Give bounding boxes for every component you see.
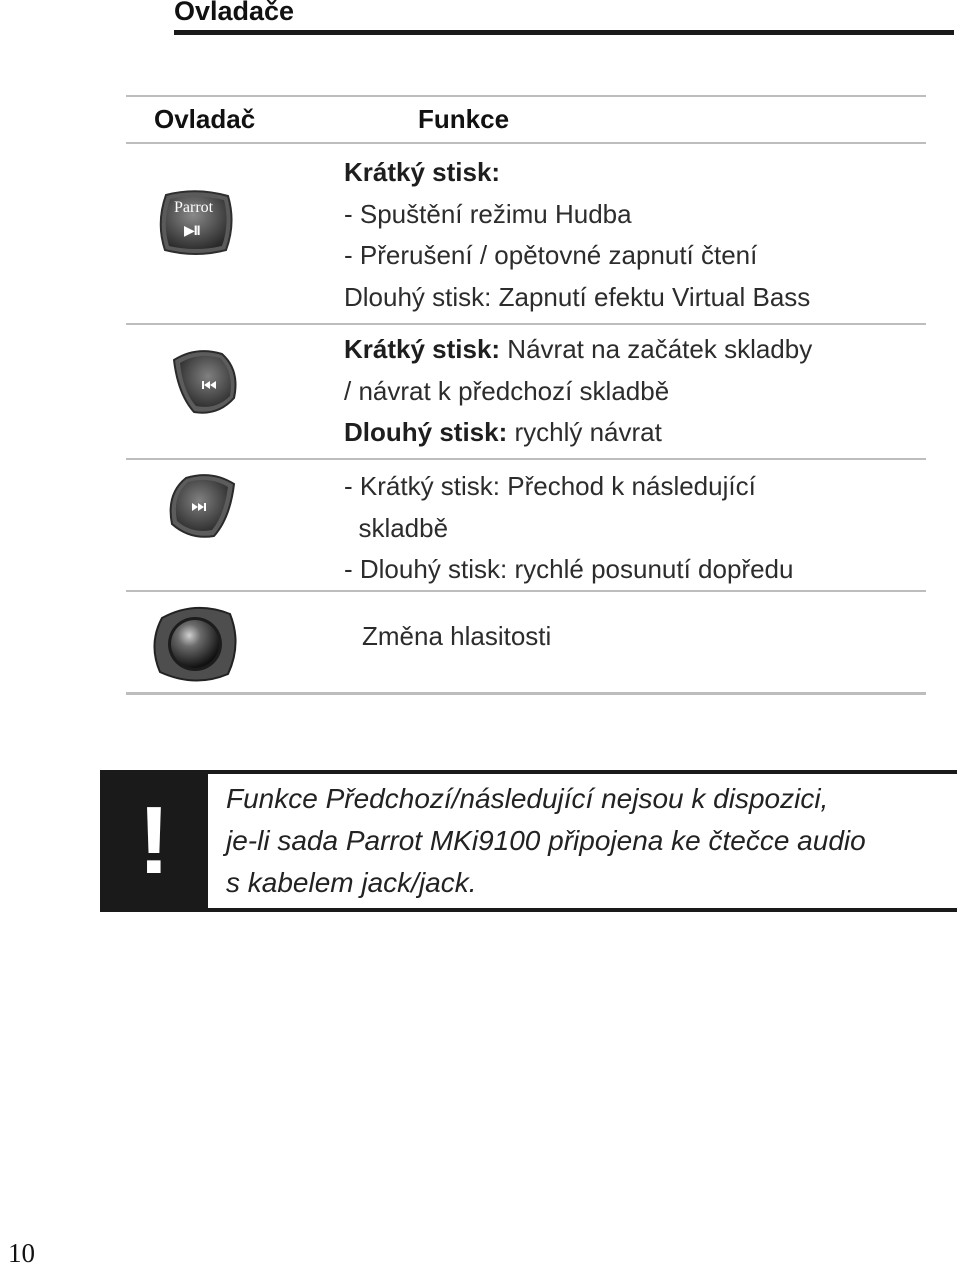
play-pause-glyph: ▶II <box>184 222 200 238</box>
note-line: Funkce Předchozí/následující nejsou k dispozici, <box>226 783 829 814</box>
function-line: Krátký stisk: <box>344 157 501 187</box>
function-line: - Krátký stisk: Přechod k následující <box>344 471 756 501</box>
next-track-button-icon <box>164 472 242 540</box>
function-line: skladbě <box>344 512 449 543</box>
previous-track-button-icon <box>166 348 242 416</box>
function-line: Dlouhý stisk: Zapnutí efektu Virtual Bass <box>344 281 811 312</box>
function-line: / návrat k předchozí skladbě <box>344 375 670 406</box>
column-header-control: Ovladač <box>154 104 256 134</box>
volume-jog-wheel-icon <box>152 604 238 684</box>
row-divider <box>126 458 926 460</box>
row-4-function <box>362 616 551 658</box>
warning-exclamation-icon: ! <box>100 770 208 912</box>
row-3-function <box>344 466 793 591</box>
column-header-function: Funkce <box>418 104 510 134</box>
function-line: - Přerušení / opětovné zapnutí čtení <box>344 240 758 270</box>
function-line: Krátký stisk: Návrat na začátek skladby <box>344 334 813 364</box>
note-bottom-rule <box>100 908 957 912</box>
parrot-logo-text: Parrot <box>174 199 214 216</box>
note-top-rule <box>100 770 957 774</box>
play-pause-button-icon <box>156 190 236 256</box>
function-line: Dlouhý stisk: rychlý návrat <box>344 417 662 447</box>
table-top-rule <box>126 95 926 97</box>
function-line: - Dlouhý stisk: rychlé posunutí dopředu <box>344 554 794 584</box>
table-bottom-rule <box>126 692 926 695</box>
function-line: Změna hlasitosti <box>362 621 552 651</box>
note-text <box>226 778 866 904</box>
note-line: je-li sada Parrot MKi9100 připojena ke čtečce audio <box>226 825 866 856</box>
section-title: Ovladače <box>174 0 295 26</box>
function-line: - Spuštění režimu Hudba <box>344 198 632 229</box>
header-rule <box>126 142 926 144</box>
page-number: 10 <box>8 1238 35 1268</box>
row-2-function <box>344 329 812 454</box>
row-divider <box>126 590 926 592</box>
row-1-function <box>344 152 810 318</box>
row-divider <box>126 323 926 325</box>
title-underline <box>174 30 954 35</box>
note-line: s kabelem jack/jack. <box>226 867 477 898</box>
